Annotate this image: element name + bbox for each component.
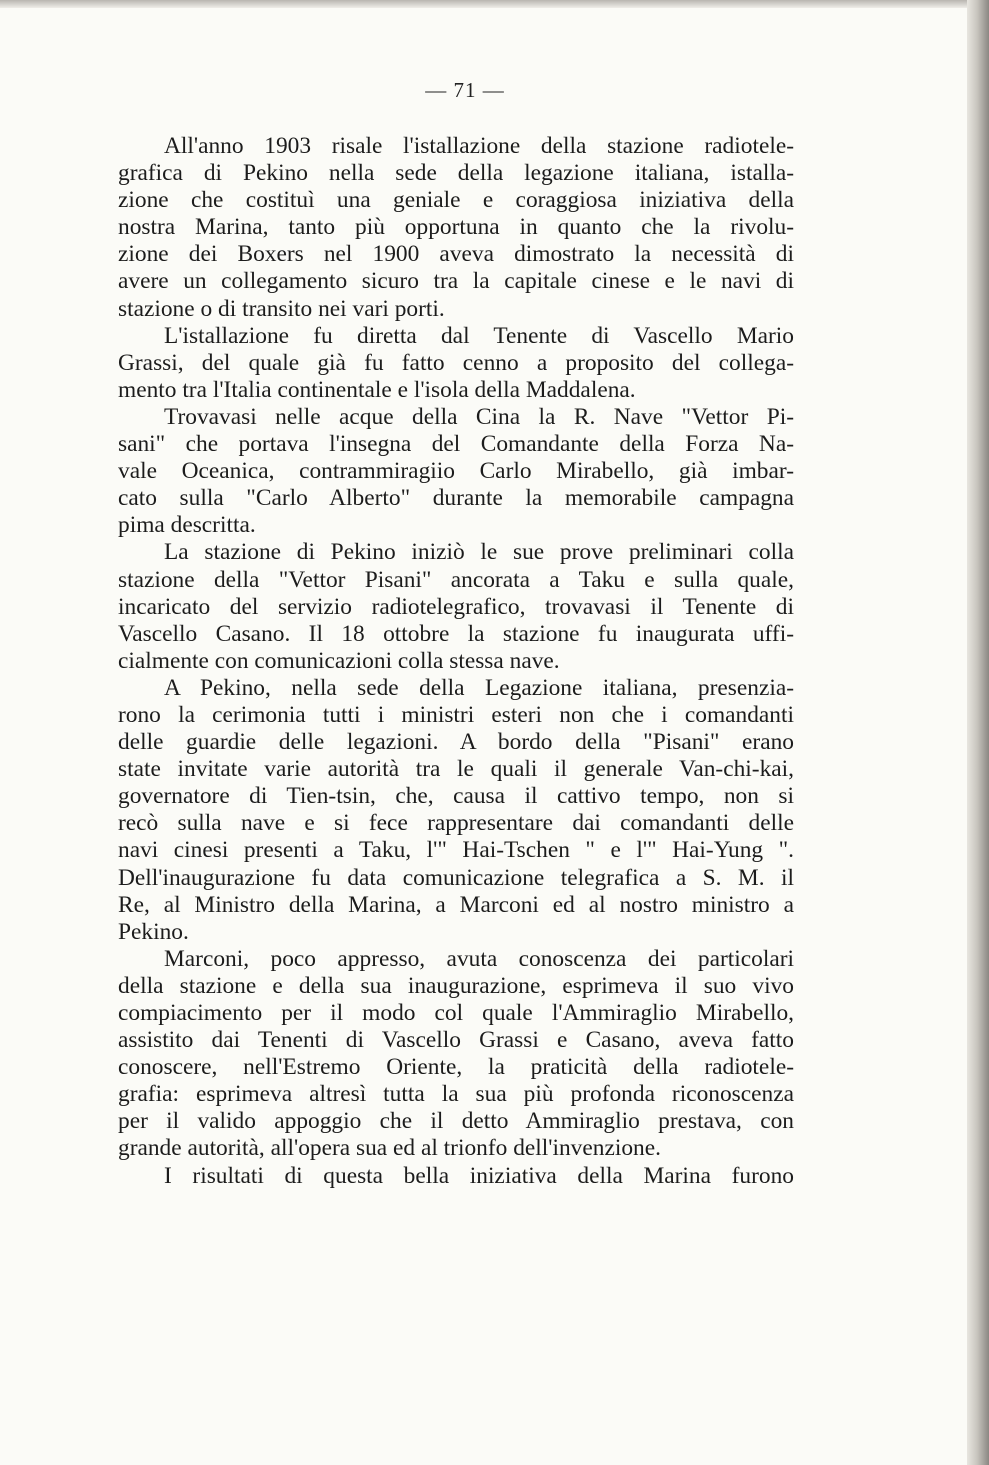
text-line: La stazione di Pekino iniziò le sue prove preliminari colla — [164, 539, 794, 566]
text-line: Trovavasi nelle acque della Cina la R. Nave "Vettor Pi- — [164, 403, 794, 430]
text-line: zione dei Boxers nel 1900 aveva dimostrato la necessità di — [118, 241, 794, 268]
text-line: recò sulla nave e si fece rappresentare dai comandanti delle — [118, 810, 794, 837]
text-line: grafica di Pekino nella sede della legazione italiana, istalla- — [118, 160, 794, 187]
text-line: stazione o di transito nei vari porti. — [118, 295, 445, 322]
text-line: vale Oceanica, contrammiragiio Carlo Mirabello, già imbar- — [118, 458, 794, 485]
text-line: cialmente con comunicazioni colla stessa nave. — [118, 647, 560, 674]
text-line: Re, al Ministro della Marina, a Marconi ed al nostro ministro a — [118, 891, 794, 918]
text-line: navi cinesi presenti a Taku, l'" Hai-Tschen " e l'" Hai-Yung ". — [118, 837, 794, 864]
text-line: nostra Marina, tanto più opportuna in quanto che la rivolu- — [118, 214, 794, 241]
text-line: cato sulla "Carlo Alberto" durante la memorabile campagna — [118, 485, 794, 512]
text-line: sani" che portava l'insegna del Comandante della Forza Na- — [118, 431, 794, 458]
text-line: stazione della "Vettor Pisani" ancorata a Taku e sulla quale, — [118, 566, 794, 593]
text-line: I risultati di questa bella iniziativa della Marina furono — [164, 1162, 794, 1189]
text-line: Grassi, del quale già fu fatto cenno a proposito del collega- — [118, 349, 794, 376]
text-line: Vascello Casano. Il 18 ottobre la stazione fu inaugurata uffi- — [118, 620, 794, 647]
text-line: L'istallazione fu diretta dal Tenente di Vascello Mario — [164, 322, 794, 349]
text-line: avere un collegamento sicuro tra la capitale cinese e le navi di — [118, 268, 794, 295]
text-line: A Pekino, nella sede della Legazione italiana, presenzia- — [164, 674, 794, 701]
text-line: rono la cerimonia tutti i ministri esteri non che i comandanti — [118, 701, 794, 728]
text-line: grafia: esprimeva altresì tutta la sua più profonda riconoscenza — [118, 1081, 794, 1108]
text-line: mento tra l'Italia continentale e l'isola della Maddalena. — [118, 376, 636, 403]
text-line: conoscere, nell'Estremo Oriente, la praticità della radiotele- — [118, 1054, 794, 1081]
text-line: pima descritta. — [118, 512, 256, 539]
text-line: Dell'inaugurazione fu data comunicazione telegrafica a S. M. il — [118, 864, 794, 891]
text-line: delle guardie delle legazioni. A bordo della "Pisani" erano — [118, 729, 794, 756]
text-line: Pekino. — [118, 918, 189, 945]
text-line: governatore di Tien-tsin, che, causa il cattivo tempo, non si — [118, 783, 794, 810]
text-line: incaricato del servizio radiotelegrafico, trovavasi il Tenente di — [118, 593, 794, 620]
text-line: per il valido appoggio che il detto Ammiraglio prestava, con — [118, 1108, 794, 1135]
text-line: compiacimento per il modo col quale l'Ammiraglio Mirabello, — [118, 1000, 794, 1026]
text-line: Marconi, poco appresso, avuta conoscenza dei particolari — [164, 945, 794, 972]
page-top-shadow — [0, 0, 989, 8]
text-line: All'anno 1903 risale l'istallazione della stazione radiotele- — [164, 133, 794, 159]
text-line: state invitate varie autorità tra le quali il generale Van-chi-kai, — [118, 756, 794, 783]
text-line: grande autorità, all'opera sua ed al trionfo dell'invenzione. — [118, 1135, 661, 1162]
body-text — [118, 133, 794, 1190]
page-number: — 71 — — [425, 78, 505, 102]
text-line: della stazione e della sua inaugurazione, esprimeva il suo vivo — [118, 972, 794, 999]
text-line: assistito dai Tenenti di Vascello Grassi e Casano, aveva fatto — [118, 1027, 794, 1054]
page-edge-shadow — [967, 0, 989, 1465]
text-line: zione che costituì una geniale e coraggiosa iniziativa della — [118, 187, 794, 214]
